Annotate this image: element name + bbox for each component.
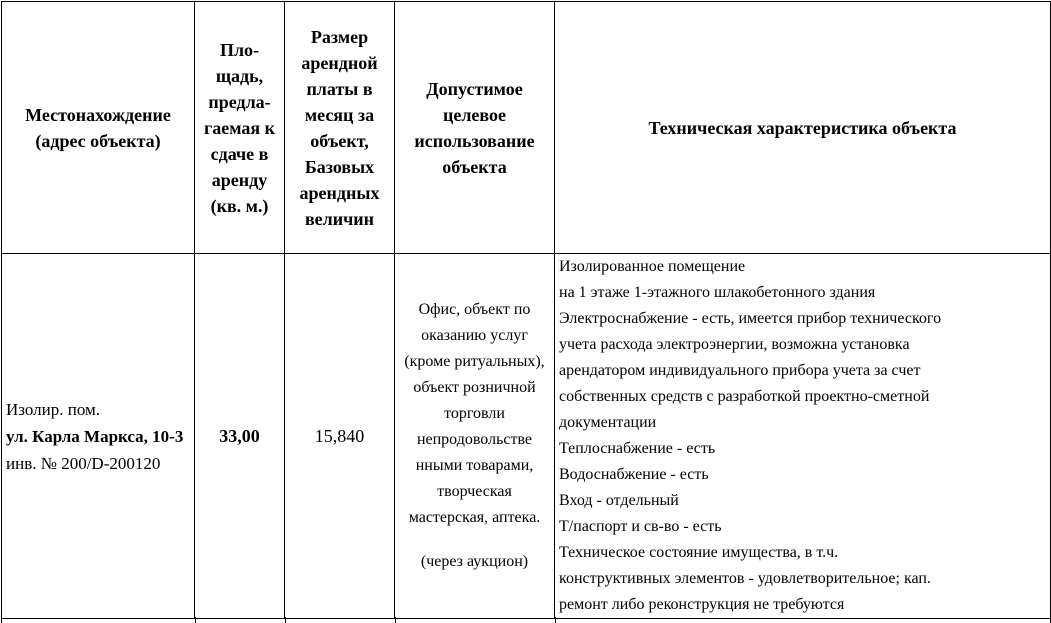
header-area: Пло-щадь, предла-гаемая к сдаче в аренду (кв. м.) [195,2,285,254]
tech-line: на 1 этаже 1-этажного шлакобетонного здания [559,284,876,301]
table-row [2,254,1051,619]
tech-line: собственных средств с разработкой проектно-сметной [559,388,930,405]
tech-line: Техническое состояние имущества, в т.ч. [559,544,839,561]
lease-table [1,1,1051,619]
address-prefix: Изолир. пом. [6,399,101,419]
tech-line: Вход - отдельный [559,492,679,509]
tech-line: учета расхода электроэнергии, возможна установка [559,336,910,353]
header-tech: Техническая характеристика объекта [555,2,1051,254]
header-address: Местонахождение (адрес объекта) [2,2,195,254]
use-main: Офис, объект по оказанию услуг (кроме ритуальных), объект розничной торговли непродовольстве нными товарами, творческая мастерская, аптека. [404,301,545,526]
address-street: ул. Карла Маркса, 10-3 [6,426,184,446]
stub-divider [555,617,556,623]
tech-line: Изолированное помещение [559,258,746,275]
header-row [2,2,1051,254]
tech-cell [555,254,1051,619]
address-cell [2,254,195,619]
rent-cell: 15,840 [285,254,395,619]
address-inventory: инв. № 200/D-200120 [6,453,161,473]
header-rent: Размер арендной платы в месяц за объект, Базовых арендных величин [285,2,395,254]
next-row-border-stub [1,617,1050,623]
stub-divider [395,617,396,623]
tech-line: ремонт либо реконструкция не требуются [559,596,845,613]
header-use: Допустимое целевое использование объекта [395,2,555,254]
stub-divider [285,617,286,623]
area-cell: 33,00 [195,254,285,619]
tech-line: конструктивных элементов - удовлетворительное; кап. [559,570,931,587]
tech-line: Электроснабжение - есть, имеется прибор технического [559,310,942,327]
tech-line: арендатором индивидуального прибора учета за счет [559,362,921,379]
use-note: (через аукцион) [420,553,529,570]
tech-line: документации [559,414,657,431]
stub-divider [195,617,196,623]
tech-line: Водоснабжение - есть [559,466,709,483]
use-cell [395,254,555,619]
tech-line: Теплоснабжение - есть [559,440,716,457]
tech-line: Т/паспорт и св-во - есть [559,518,722,535]
